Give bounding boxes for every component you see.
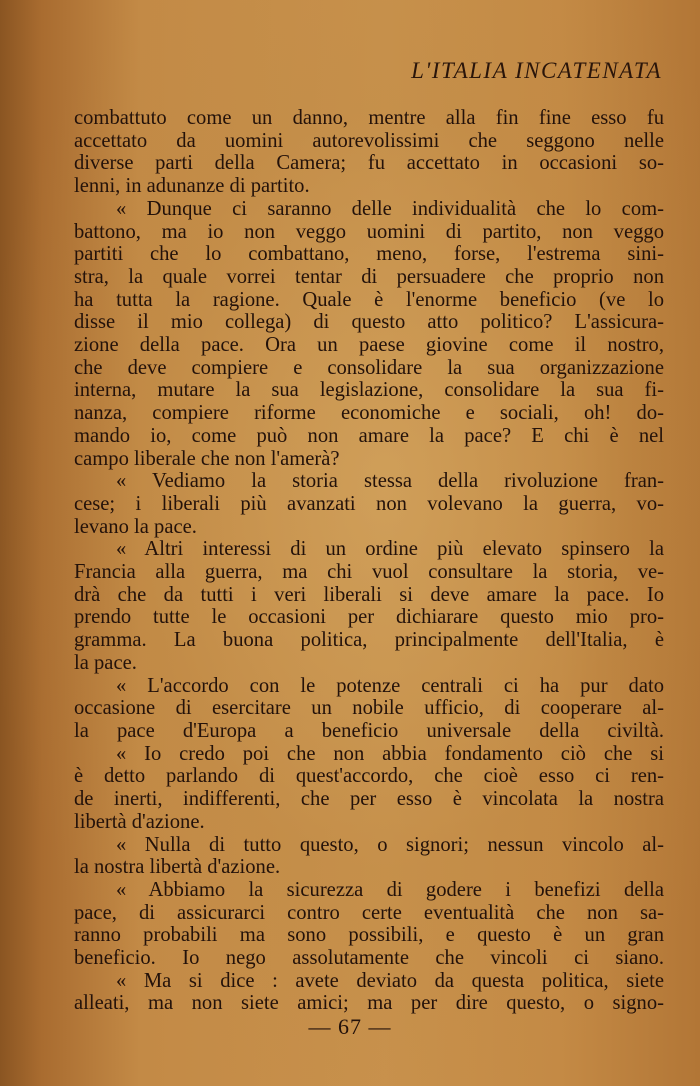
text-line: combattuto come un danno, mentre alla fin fine esso fu — [74, 107, 664, 129]
text-line: ranno probabili ma sono possibili, e questo è un gran — [74, 924, 664, 947]
text-line: la nostra libertà d'azione. — [74, 856, 281, 879]
text-line: lenni, in adunanze di partito. — [74, 175, 310, 198]
text-line: nanza, compiere riforme economiche e sociali, oh! do- — [74, 402, 664, 425]
page-number: — 67 — — [308, 1014, 392, 1039]
text-line: diverse parti della Camera; fu accettato in occasioni so- — [74, 152, 664, 175]
text-line: stra, la quale vorrei tentar di persuadere che proprio non — [74, 265, 664, 288]
text-line: drà che da tutti i veri liberali si deve amare la pace. Io — [74, 583, 664, 606]
text-line: « Ma si dice : avete deviato da questa politica, siete — [116, 969, 664, 992]
text-line: prendo tutte le occasioni per dichiarare questo mio pro- — [74, 606, 664, 629]
text-line: pace, di assicurarci contro certe eventualità che non sa- — [74, 901, 664, 924]
text-line: « Abbiamo la sicurezza di godere i benefizi della — [116, 878, 664, 901]
text-line: zione della pace. Ora un paese giovine come il nostro, — [74, 334, 664, 357]
text-line: interna, mutare la sua legislazione, consolidare la sua fi- — [74, 379, 664, 402]
text-line: accettato da uomini autorevolissimi che seggono nelle — [74, 129, 664, 152]
text-line: campo liberale che non l'amerà? — [74, 447, 340, 470]
text-line: beneficio. Io nego assolutamente che vincoli ci siano. — [74, 947, 664, 970]
text-line: battono, ma io non veggo uomini di partito, non veggo — [74, 220, 664, 243]
running-head: L'ITALIA INCATENATA — [411, 58, 662, 83]
text-line: è detto parlando di quest'accordo, che cioè esso ci ren- — [74, 765, 664, 788]
text-line: « Dunque ci saranno delle individualità che lo com- — [116, 197, 664, 220]
text-line: cese; i liberali più avanzati non volevano la guerra, vo- — [74, 492, 664, 515]
body-text — [74, 107, 664, 1015]
text-line: levano la pace. — [74, 515, 197, 538]
text-line: Francia alla guerra, ma chi vuol consultare la storia, ve- — [74, 561, 664, 584]
text-line: « L'accordo con le potenze centrali ci ha pur dato — [116, 674, 664, 697]
text-line: « Nulla di tutto questo, o signori; nessun vincolo al- — [116, 833, 664, 856]
text-line: ha tutta la ragione. Quale è l'enorme beneficio (ve lo — [74, 288, 664, 311]
text-line: libertà d'azione. — [74, 810, 205, 833]
text-line: mando io, come può non amare la pace? E chi è nel — [74, 424, 664, 447]
text-line: occasione di esercitare un nobile ufficio, di cooperare al- — [74, 697, 664, 720]
text-line: alleati, ma non siete amici; ma per dire questo, o signo- — [74, 992, 664, 1015]
text-line: « Io credo poi che non abbia fondamento ciò che si — [116, 742, 664, 765]
text-line: « Altri interessi di un ordine più elevato spinsero la — [116, 538, 664, 561]
text-line: la pace. — [74, 651, 137, 674]
text-line: disse il mio collega) di questo atto politico? L'assicura- — [74, 311, 664, 334]
text-line: la pace d'Europa a beneficio universale della civiltà. — [74, 719, 664, 742]
text-line: che deve compiere e consolidare la sua organizzazione — [74, 356, 664, 379]
text-line: gramma. La buona politica, principalmente dell'Italia, è — [74, 629, 664, 652]
text-line: partiti che lo combattano, meno, forse, l'estrema sini- — [74, 243, 664, 266]
text-line: « Vediamo la storia stessa della rivoluzione fran- — [116, 470, 664, 493]
text-line: de inerti, indifferenti, che per esso è vincolata la nostra — [74, 788, 664, 811]
